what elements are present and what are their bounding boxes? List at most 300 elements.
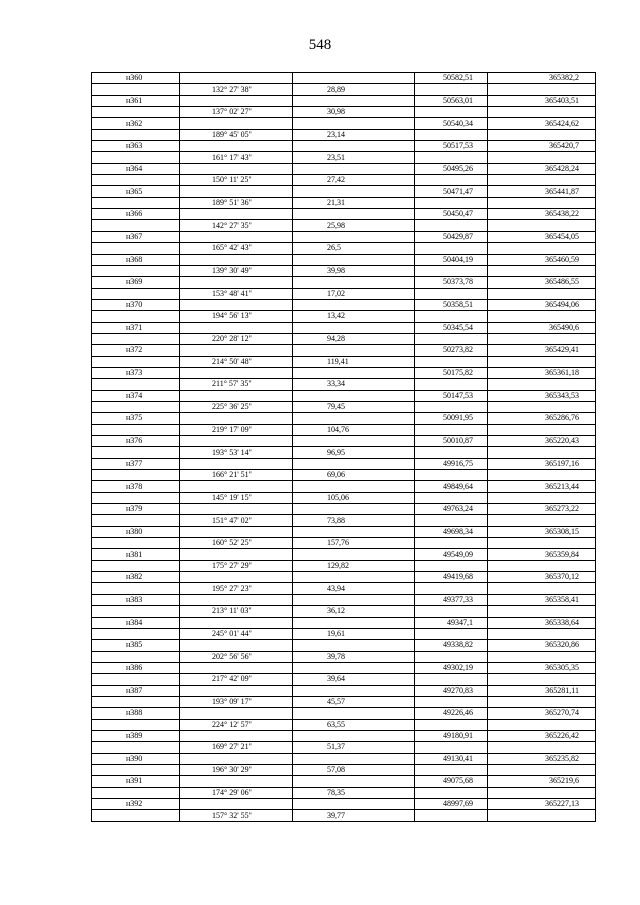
distance-cell: 28,89 [293, 84, 415, 95]
distance-cell: 119,41 [293, 356, 415, 367]
point-row [92, 95, 596, 106]
distance-cell: 27,42 [293, 175, 415, 186]
point-row [92, 141, 596, 152]
y-coordinate-cell: 365220,43 [488, 436, 596, 447]
direction-angle-cell: 202° 56' 56" [180, 651, 293, 662]
y-coordinate-cell-empty [488, 424, 596, 435]
distance-cell-empty [293, 345, 415, 356]
point-row [92, 617, 596, 628]
x-coordinate-cell: 50429,87 [415, 231, 488, 242]
y-coordinate-cell: 365424,62 [488, 118, 596, 129]
point-name-cell: н383 [92, 594, 180, 605]
direction-angle-cell: 169° 27' 21" [180, 742, 293, 753]
x-coordinate-cell-empty [415, 220, 488, 231]
point-name-cell-empty [92, 152, 180, 163]
segment-row [92, 107, 596, 118]
distance-cell: 21,31 [293, 197, 415, 208]
y-coordinate-cell: 365235,82 [488, 753, 596, 764]
point-name-cell-empty [92, 175, 180, 186]
x-coordinate-cell-empty [415, 606, 488, 617]
distance-cell: 78,35 [293, 787, 415, 798]
distance-cell: 13,42 [293, 311, 415, 322]
angle-cell-empty [180, 458, 293, 469]
distance-cell-empty [293, 118, 415, 129]
point-name-cell: н379 [92, 504, 180, 515]
y-coordinate-cell: 365227,13 [488, 799, 596, 810]
angle-cell-empty [180, 163, 293, 174]
segment-row [92, 197, 596, 208]
y-coordinate-cell: 365370,12 [488, 572, 596, 583]
segment-row [92, 243, 596, 254]
segment-row [92, 742, 596, 753]
distance-cell-empty [293, 95, 415, 106]
y-coordinate-cell-empty [488, 651, 596, 662]
angle-cell-empty [180, 436, 293, 447]
point-row [92, 186, 596, 197]
segment-row [92, 515, 596, 526]
y-coordinate-cell: 365305,35 [488, 662, 596, 673]
distance-cell: 39,77 [293, 810, 415, 821]
x-coordinate-cell-empty [415, 764, 488, 775]
angle-cell-empty [180, 231, 293, 242]
point-name-cell-empty [92, 447, 180, 458]
x-coordinate-cell: 50495,26 [415, 163, 488, 174]
point-name-cell: н390 [92, 753, 180, 764]
direction-angle-cell: 194° 56' 13" [180, 311, 293, 322]
y-coordinate-cell-empty [488, 764, 596, 775]
y-coordinate-cell: 365382,2 [488, 73, 596, 84]
page-number: 548 [308, 37, 332, 53]
point-name-cell: н380 [92, 526, 180, 537]
direction-angle-cell: 151° 47' 02" [180, 515, 293, 526]
distance-cell: 157,76 [293, 538, 415, 549]
y-coordinate-cell: 365343,53 [488, 390, 596, 401]
x-coordinate-cell-empty [415, 311, 488, 322]
angle-cell-empty [180, 254, 293, 265]
x-coordinate-cell-empty [415, 719, 488, 730]
segment-row [92, 583, 596, 594]
angle-cell-empty [180, 549, 293, 560]
angle-cell-empty [180, 118, 293, 129]
distance-cell-empty [293, 73, 415, 84]
y-coordinate-cell: 365286,76 [488, 413, 596, 424]
x-coordinate-cell: 49130,41 [415, 753, 488, 764]
y-coordinate-cell-empty [488, 515, 596, 526]
x-coordinate-cell: 50373,78 [415, 277, 488, 288]
segment-row [92, 538, 596, 549]
distance-cell-empty [293, 753, 415, 764]
distance-cell-empty [293, 617, 415, 628]
distance-cell: 25,98 [293, 220, 415, 231]
y-coordinate-cell: 365219,6 [488, 776, 596, 787]
x-coordinate-cell: 49075,68 [415, 776, 488, 787]
point-name-cell-empty [92, 356, 180, 367]
direction-angle-cell: 224° 12' 57" [180, 719, 293, 730]
x-coordinate-cell: 50517,53 [415, 141, 488, 152]
distance-cell-empty [293, 799, 415, 810]
segment-row [92, 787, 596, 798]
y-coordinate-cell-empty [488, 220, 596, 231]
point-row [92, 345, 596, 356]
segment-row [92, 379, 596, 390]
y-coordinate-cell: 365338,64 [488, 617, 596, 628]
segment-row [92, 470, 596, 481]
x-coordinate-cell-empty [415, 401, 488, 412]
point-name-cell-empty [92, 674, 180, 685]
point-row [92, 163, 596, 174]
x-coordinate-cell: 49916,75 [415, 458, 488, 469]
y-coordinate-cell: 365403,51 [488, 95, 596, 106]
angle-cell-empty [180, 345, 293, 356]
x-coordinate-cell-empty [415, 492, 488, 503]
x-coordinate-cell: 49698,34 [415, 526, 488, 537]
y-coordinate-cell-empty [488, 84, 596, 95]
segment-row [92, 152, 596, 163]
point-name-cell-empty [92, 492, 180, 503]
distance-cell: 36,12 [293, 606, 415, 617]
y-coordinate-cell: 365454,05 [488, 231, 596, 242]
distance-cell-empty [293, 322, 415, 333]
distance-cell-empty [293, 549, 415, 560]
angle-cell-empty [180, 390, 293, 401]
point-row [92, 640, 596, 651]
distance-cell: 19,61 [293, 628, 415, 639]
y-coordinate-cell: 365197,16 [488, 458, 596, 469]
distance-cell-empty [293, 572, 415, 583]
angle-cell-empty [180, 662, 293, 673]
distance-cell: 39,98 [293, 265, 415, 276]
segment-row [92, 447, 596, 458]
point-name-cell-empty [92, 787, 180, 798]
y-coordinate-cell-empty [488, 492, 596, 503]
point-name-cell: н382 [92, 572, 180, 583]
point-name-cell-empty [92, 515, 180, 526]
y-coordinate-cell: 365308,15 [488, 526, 596, 537]
point-name-cell: н377 [92, 458, 180, 469]
x-coordinate-cell: 48997,69 [415, 799, 488, 810]
direction-angle-cell: 217° 42' 09" [180, 674, 293, 685]
point-row [92, 572, 596, 583]
angle-cell-empty [180, 526, 293, 537]
point-name-cell: н374 [92, 390, 180, 401]
point-name-cell: н371 [92, 322, 180, 333]
x-coordinate-cell: 49302,19 [415, 662, 488, 673]
segment-row [92, 288, 596, 299]
x-coordinate-cell: 49419,68 [415, 572, 488, 583]
point-row [92, 504, 596, 515]
distance-cell: 30,98 [293, 107, 415, 118]
x-coordinate-cell: 50563,01 [415, 95, 488, 106]
direction-angle-cell: 160° 52' 25" [180, 538, 293, 549]
x-coordinate-cell: 50358,51 [415, 299, 488, 310]
distance-cell-empty [293, 594, 415, 605]
point-name-cell: н392 [92, 799, 180, 810]
x-coordinate-cell: 50540,34 [415, 118, 488, 129]
y-coordinate-cell: 365213,44 [488, 481, 596, 492]
angle-cell-empty [180, 708, 293, 719]
x-coordinate-cell: 49347,1 [415, 617, 488, 628]
distance-cell-empty [293, 277, 415, 288]
segment-row [92, 606, 596, 617]
x-coordinate-cell-empty [415, 243, 488, 254]
distance-cell: 104,76 [293, 424, 415, 435]
x-coordinate-cell-empty [415, 107, 488, 118]
point-name-cell-empty [92, 651, 180, 662]
angle-cell-empty [180, 186, 293, 197]
x-coordinate-cell-empty [415, 333, 488, 344]
point-name-cell-empty [92, 628, 180, 639]
point-name-cell: н368 [92, 254, 180, 265]
angle-cell-empty [180, 141, 293, 152]
angle-cell-empty [180, 299, 293, 310]
point-name-cell-empty [92, 606, 180, 617]
distance-cell: 73,88 [293, 515, 415, 526]
y-coordinate-cell-empty [488, 356, 596, 367]
angle-cell-empty [180, 799, 293, 810]
distance-cell: 69,06 [293, 470, 415, 481]
point-name-cell: н381 [92, 549, 180, 560]
angle-cell-empty [180, 504, 293, 515]
y-coordinate-cell-empty [488, 560, 596, 571]
point-name-cell: н387 [92, 685, 180, 696]
point-row [92, 436, 596, 447]
x-coordinate-cell: 49270,83 [415, 685, 488, 696]
x-coordinate-cell: 50175,82 [415, 367, 488, 378]
y-coordinate-cell: 365486,55 [488, 277, 596, 288]
x-coordinate-cell: 49549,09 [415, 549, 488, 560]
point-name-cell-empty [92, 288, 180, 299]
distance-cell-empty [293, 186, 415, 197]
direction-angle-cell: 193° 53' 14" [180, 447, 293, 458]
y-coordinate-cell: 365361,18 [488, 367, 596, 378]
y-coordinate-cell-empty [488, 265, 596, 276]
point-name-cell-empty [92, 197, 180, 208]
distance-cell: 129,82 [293, 560, 415, 571]
direction-angle-cell: 211° 57' 35" [180, 379, 293, 390]
point-row [92, 277, 596, 288]
point-row [92, 390, 596, 401]
angle-cell-empty [180, 617, 293, 628]
y-coordinate-cell: 365270,74 [488, 708, 596, 719]
distance-cell: 57,08 [293, 764, 415, 775]
y-coordinate-cell-empty [488, 175, 596, 186]
x-coordinate-cell: 50147,53 [415, 390, 488, 401]
distance-cell-empty [293, 526, 415, 537]
y-coordinate-cell: 365494,06 [488, 299, 596, 310]
segment-row [92, 401, 596, 412]
x-coordinate-cell-empty [415, 288, 488, 299]
x-coordinate-cell-empty [415, 538, 488, 549]
point-row [92, 231, 596, 242]
distance-cell-empty [293, 640, 415, 651]
y-coordinate-cell-empty [488, 379, 596, 390]
direction-angle-cell: 132° 27' 38" [180, 84, 293, 95]
point-name-cell-empty [92, 243, 180, 254]
segment-row [92, 220, 596, 231]
point-name-cell: н365 [92, 186, 180, 197]
y-coordinate-cell: 365490,6 [488, 322, 596, 333]
point-name-cell: н388 [92, 708, 180, 719]
distance-cell: 79,45 [293, 401, 415, 412]
point-name-cell-empty [92, 379, 180, 390]
point-name-cell: н376 [92, 436, 180, 447]
angle-cell-empty [180, 277, 293, 288]
point-row [92, 594, 596, 605]
direction-angle-cell: 219° 17' 09" [180, 424, 293, 435]
angle-cell-empty [180, 776, 293, 787]
x-coordinate-cell: 50582,51 [415, 73, 488, 84]
y-coordinate-cell-empty [488, 333, 596, 344]
point-name-cell-empty [92, 583, 180, 594]
y-coordinate-cell-empty [488, 628, 596, 639]
y-coordinate-cell-empty [488, 606, 596, 617]
direction-angle-cell: 214° 50' 48" [180, 356, 293, 367]
segment-row [92, 628, 596, 639]
point-name-cell-empty [92, 719, 180, 730]
direction-angle-cell: 213° 11' 03" [180, 606, 293, 617]
y-coordinate-cell: 365226,42 [488, 730, 596, 741]
y-coordinate-cell: 365320,86 [488, 640, 596, 651]
direction-angle-cell: 195° 27' 23" [180, 583, 293, 594]
distance-cell: 23,51 [293, 152, 415, 163]
point-name-cell-empty [92, 764, 180, 775]
distance-cell: 94,28 [293, 333, 415, 344]
direction-angle-cell: 166° 21' 51" [180, 470, 293, 481]
y-coordinate-cell: 365273,22 [488, 504, 596, 515]
angle-cell-empty [180, 95, 293, 106]
point-name-cell-empty [92, 560, 180, 571]
segment-row [92, 810, 596, 821]
y-coordinate-cell-empty [488, 447, 596, 458]
y-coordinate-cell: 365428,24 [488, 163, 596, 174]
distance-cell-empty [293, 730, 415, 741]
point-name-cell: н366 [92, 209, 180, 220]
x-coordinate-cell: 50345,54 [415, 322, 488, 333]
y-coordinate-cell-empty [488, 243, 596, 254]
y-coordinate-cell-empty [488, 152, 596, 163]
y-coordinate-cell: 365420,7 [488, 141, 596, 152]
direction-angle-cell: 153° 48' 41" [180, 288, 293, 299]
angle-cell-empty [180, 481, 293, 492]
angle-cell-empty [180, 594, 293, 605]
distance-cell: 23,14 [293, 129, 415, 140]
segment-row [92, 333, 596, 344]
angle-cell-empty [180, 685, 293, 696]
point-name-cell: н367 [92, 231, 180, 242]
direction-angle-cell: 161° 17' 43" [180, 152, 293, 163]
segment-row [92, 764, 596, 775]
y-coordinate-cell-empty [488, 401, 596, 412]
distance-cell: 63,55 [293, 719, 415, 730]
coordinates-table [91, 72, 596, 822]
coordinates-table-body [92, 73, 596, 822]
distance-cell-empty [293, 708, 415, 719]
point-row [92, 209, 596, 220]
angle-cell-empty [180, 367, 293, 378]
y-coordinate-cell-empty [488, 674, 596, 685]
point-name-cell: н363 [92, 141, 180, 152]
y-coordinate-cell: 365358,41 [488, 594, 596, 605]
distance-cell: 26,5 [293, 243, 415, 254]
point-name-cell-empty [92, 311, 180, 322]
point-name-cell: н389 [92, 730, 180, 741]
distance-cell-empty [293, 685, 415, 696]
distance-cell-empty [293, 436, 415, 447]
point-row [92, 526, 596, 537]
point-name-cell: н386 [92, 662, 180, 673]
angle-cell-empty [180, 572, 293, 583]
x-coordinate-cell-empty [415, 696, 488, 707]
distance-cell-empty [293, 390, 415, 401]
point-name-cell-empty [92, 129, 180, 140]
point-name-cell-empty [92, 401, 180, 412]
y-coordinate-cell: 365281,11 [488, 685, 596, 696]
direction-angle-cell: 142° 27' 35" [180, 220, 293, 231]
point-name-cell: н370 [92, 299, 180, 310]
direction-angle-cell: 174° 29' 06" [180, 787, 293, 798]
x-coordinate-cell-empty [415, 787, 488, 798]
y-coordinate-cell: 365429,41 [488, 345, 596, 356]
direction-angle-cell: 245° 01' 44" [180, 628, 293, 639]
distance-cell: 17,02 [293, 288, 415, 299]
point-row [92, 481, 596, 492]
point-name-cell-empty [92, 742, 180, 753]
y-coordinate-cell: 365359,84 [488, 549, 596, 560]
point-name-cell-empty [92, 220, 180, 231]
direction-angle-cell: 189° 45' 05" [180, 129, 293, 140]
distance-cell-empty [293, 776, 415, 787]
y-coordinate-cell-empty [488, 288, 596, 299]
point-name-cell-empty [92, 107, 180, 118]
direction-angle-cell: 225° 36' 25" [180, 401, 293, 412]
point-row [92, 662, 596, 673]
point-name-cell-empty [92, 470, 180, 481]
point-row [92, 413, 596, 424]
distance-cell-empty [293, 254, 415, 265]
segment-row [92, 175, 596, 186]
point-row [92, 322, 596, 333]
direction-angle-cell: 137° 02' 27" [180, 107, 293, 118]
direction-angle-cell: 175° 27' 29" [180, 560, 293, 571]
point-row [92, 367, 596, 378]
segment-row [92, 356, 596, 367]
x-coordinate-cell-empty [415, 265, 488, 276]
distance-cell-empty [293, 367, 415, 378]
segment-row [92, 424, 596, 435]
x-coordinate-cell: 50471,47 [415, 186, 488, 197]
y-coordinate-cell: 365441,87 [488, 186, 596, 197]
point-name-cell-empty [92, 810, 180, 821]
x-coordinate-cell-empty [415, 424, 488, 435]
x-coordinate-cell: 50091,95 [415, 413, 488, 424]
point-row [92, 458, 596, 469]
segment-row [92, 265, 596, 276]
x-coordinate-cell-empty [415, 197, 488, 208]
y-coordinate-cell-empty [488, 107, 596, 118]
y-coordinate-cell-empty [488, 719, 596, 730]
point-name-cell-empty [92, 84, 180, 95]
x-coordinate-cell-empty [415, 470, 488, 481]
distance-cell-empty [293, 413, 415, 424]
distance-cell: 51,37 [293, 742, 415, 753]
point-row [92, 299, 596, 310]
distance-cell: 33,34 [293, 379, 415, 390]
angle-cell-empty [180, 322, 293, 333]
y-coordinate-cell-empty [488, 197, 596, 208]
point-name-cell: н384 [92, 617, 180, 628]
direction-angle-cell: 196° 30' 29" [180, 764, 293, 775]
direction-angle-cell: 193° 09' 17" [180, 696, 293, 707]
